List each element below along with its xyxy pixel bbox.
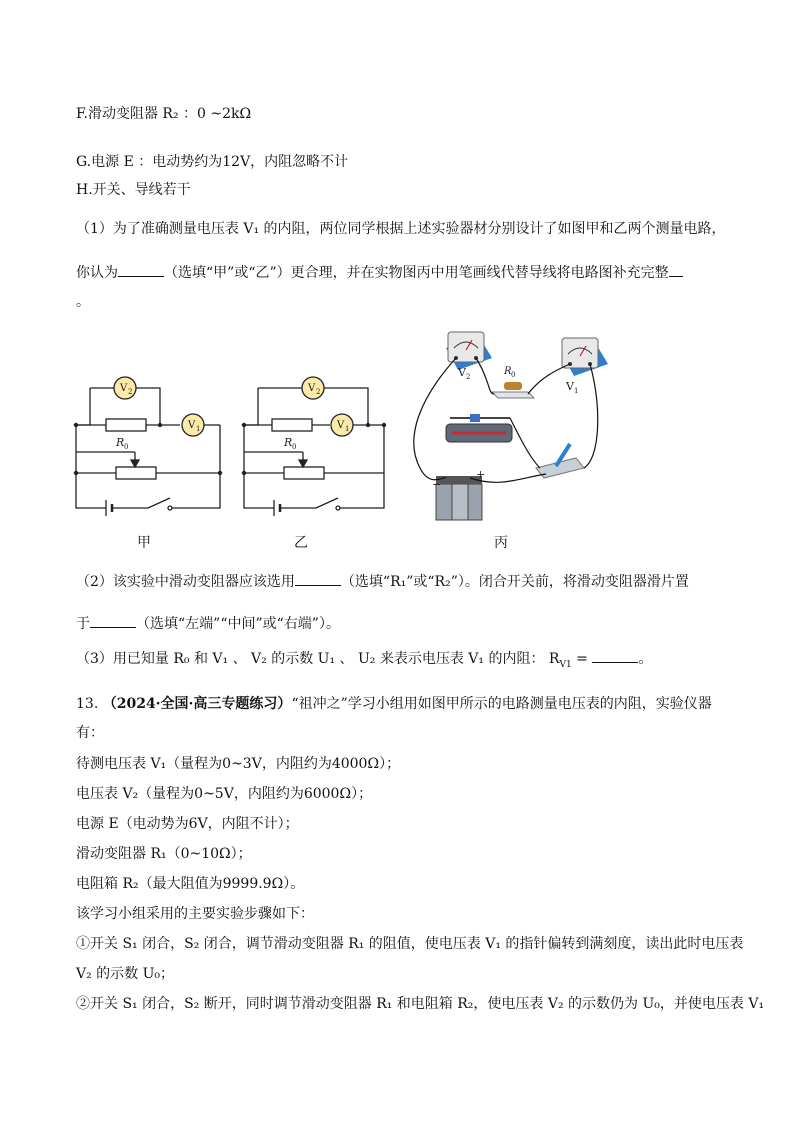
svg-text:0: 0 — [124, 443, 129, 451]
q13-source: （2024·全国·高三专题练习） — [102, 696, 292, 712]
svg-text:+: + — [476, 468, 486, 481]
q13-step1-b: V₂ 的示数 U₀； — [76, 966, 175, 982]
q13-item-3: 电源 E（电动势为6V，内阻不计）； — [76, 816, 299, 832]
q2-text-b: （选填“R₁”或“R₂”）。闭合开关前，将滑动变阻器滑片置 — [340, 574, 689, 590]
q1-line3: 。 — [76, 294, 90, 310]
rheostat-icon — [446, 414, 512, 442]
q2-text-d: （选填“左端”“中间”或“右端”）。 — [136, 616, 340, 632]
voltmeter-v1-icon — [562, 338, 608, 376]
q13-intro: “祖冲之”学习小组用如图甲所示的电路测量电压表的内阻，实验仪器 — [291, 696, 712, 712]
yi-r0-label: R — [284, 436, 293, 449]
q2-answer-blank-2 — [90, 613, 136, 628]
q3-sub: V1 — [559, 659, 572, 670]
q1-line2 — [76, 262, 683, 283]
q13-step2: ②开关 S₁ 闭合，S₂ 断开，同时调节滑动变阻器 R₁ 和电阻箱 R₂，使电压表 V₂ 的示数仍为 U₀，并使电压表 V₁ — [76, 996, 765, 1012]
circuit-yi — [244, 377, 384, 516]
resistor-r0-icon — [492, 382, 534, 398]
svg-text:0: 0 — [511, 371, 516, 379]
voltmeter-v2-icon — [446, 332, 492, 370]
svg-text:2: 2 — [316, 388, 321, 396]
svg-text:2: 2 — [466, 373, 471, 381]
q2-text-c: 于 — [76, 616, 90, 632]
svg-text:1: 1 — [345, 425, 350, 433]
svg-text:V: V — [566, 380, 574, 393]
q13-number: 13. — [76, 696, 99, 712]
q2-answer-blank — [295, 571, 341, 586]
svg-text:1: 1 — [574, 387, 579, 395]
fig-bing-caption: 丙 — [494, 535, 508, 551]
q1-text-b: （选填“甲”或“乙”）更合理，并在实物图丙中用笔画线代替导线将电路图补充完整 — [164, 265, 669, 281]
q13-item-2: 电压表 V₂（量程为0~5V，内阻约为6000Ω）； — [76, 786, 373, 802]
yi-v2-label: V — [308, 383, 316, 394]
q1-answer-blank — [118, 262, 164, 277]
svg-text:R: R — [504, 366, 512, 377]
q3-text-c: 。 — [638, 651, 653, 667]
svg-text:V: V — [458, 366, 466, 379]
circuit-figures — [0, 318, 800, 548]
q3-text-b: = — [571, 651, 588, 667]
svg-text:2: 2 — [128, 388, 133, 396]
q2-line2 — [76, 613, 340, 634]
item-f: F.滑动变阻器 R₂ ：0 ~2kΩ — [76, 106, 252, 122]
switch-icon — [536, 444, 584, 478]
yi-v1-label: V — [337, 420, 345, 431]
q1-drawing-blank — [669, 262, 683, 277]
fig-yi-caption: 乙 — [294, 535, 308, 551]
q2-line1 — [76, 571, 689, 592]
svg-text:0: 0 — [292, 443, 297, 451]
fig-jia-caption: 甲 — [137, 535, 151, 551]
jia-r0-label: R — [116, 436, 125, 449]
jia-v2-label: V — [120, 383, 128, 394]
q3-line1 — [76, 648, 652, 675]
q13-item-1: 待测电压表 V₁（量程为0~3V，内阻约为4000Ω）； — [76, 756, 401, 772]
q13-step1-a: ①开关 S₁ 闭合，S₂ 闭合，调节滑动变阻器 R₁ 的阻值，使电压表 V₁ 的指针偏转到满刻度，读出此时电压表 — [76, 936, 744, 952]
apparatus-bing — [414, 332, 608, 520]
q3-answer-blank — [592, 648, 638, 663]
q1-line1: （1）为了准确测量电压表 V₁ 的内阻，两位同学根据上述实验器材分别设计了如图甲和乙两个测量电路， — [76, 221, 726, 237]
q13-intro2: 有： — [76, 725, 104, 741]
svg-text:1: 1 — [196, 425, 201, 433]
q1-text-a: 你认为 — [76, 265, 118, 281]
battery-icon — [436, 476, 482, 520]
item-h: H.开关、导线若干 — [76, 182, 191, 198]
q13-item-4: 滑动变阻器 R₁（0~10Ω）； — [76, 846, 252, 862]
q13-steps-intro: 该学习小组采用的主要实验步骤如下： — [76, 906, 314, 922]
svg-text:−: − — [432, 478, 442, 491]
q3-text-a: （3）用已知量 R₀ 和 V₁ 、 V₂ 的示数 U₁ 、 U₂ 来表示电压表 V₁ 的内阻： R — [76, 651, 560, 667]
q2-text-a: （2）该实验中滑动变阻器应该选用 — [76, 574, 295, 590]
item-g: G.电源 E ：电动势约为12V，内阻忽略不计 — [76, 154, 349, 170]
circuit-jia — [76, 377, 220, 516]
q13-line1 — [76, 694, 712, 714]
jia-v1-label: V — [188, 420, 196, 431]
q13-item-5: 电阻箱 R₂（最大阻值为9999.9Ω）。 — [76, 876, 305, 892]
